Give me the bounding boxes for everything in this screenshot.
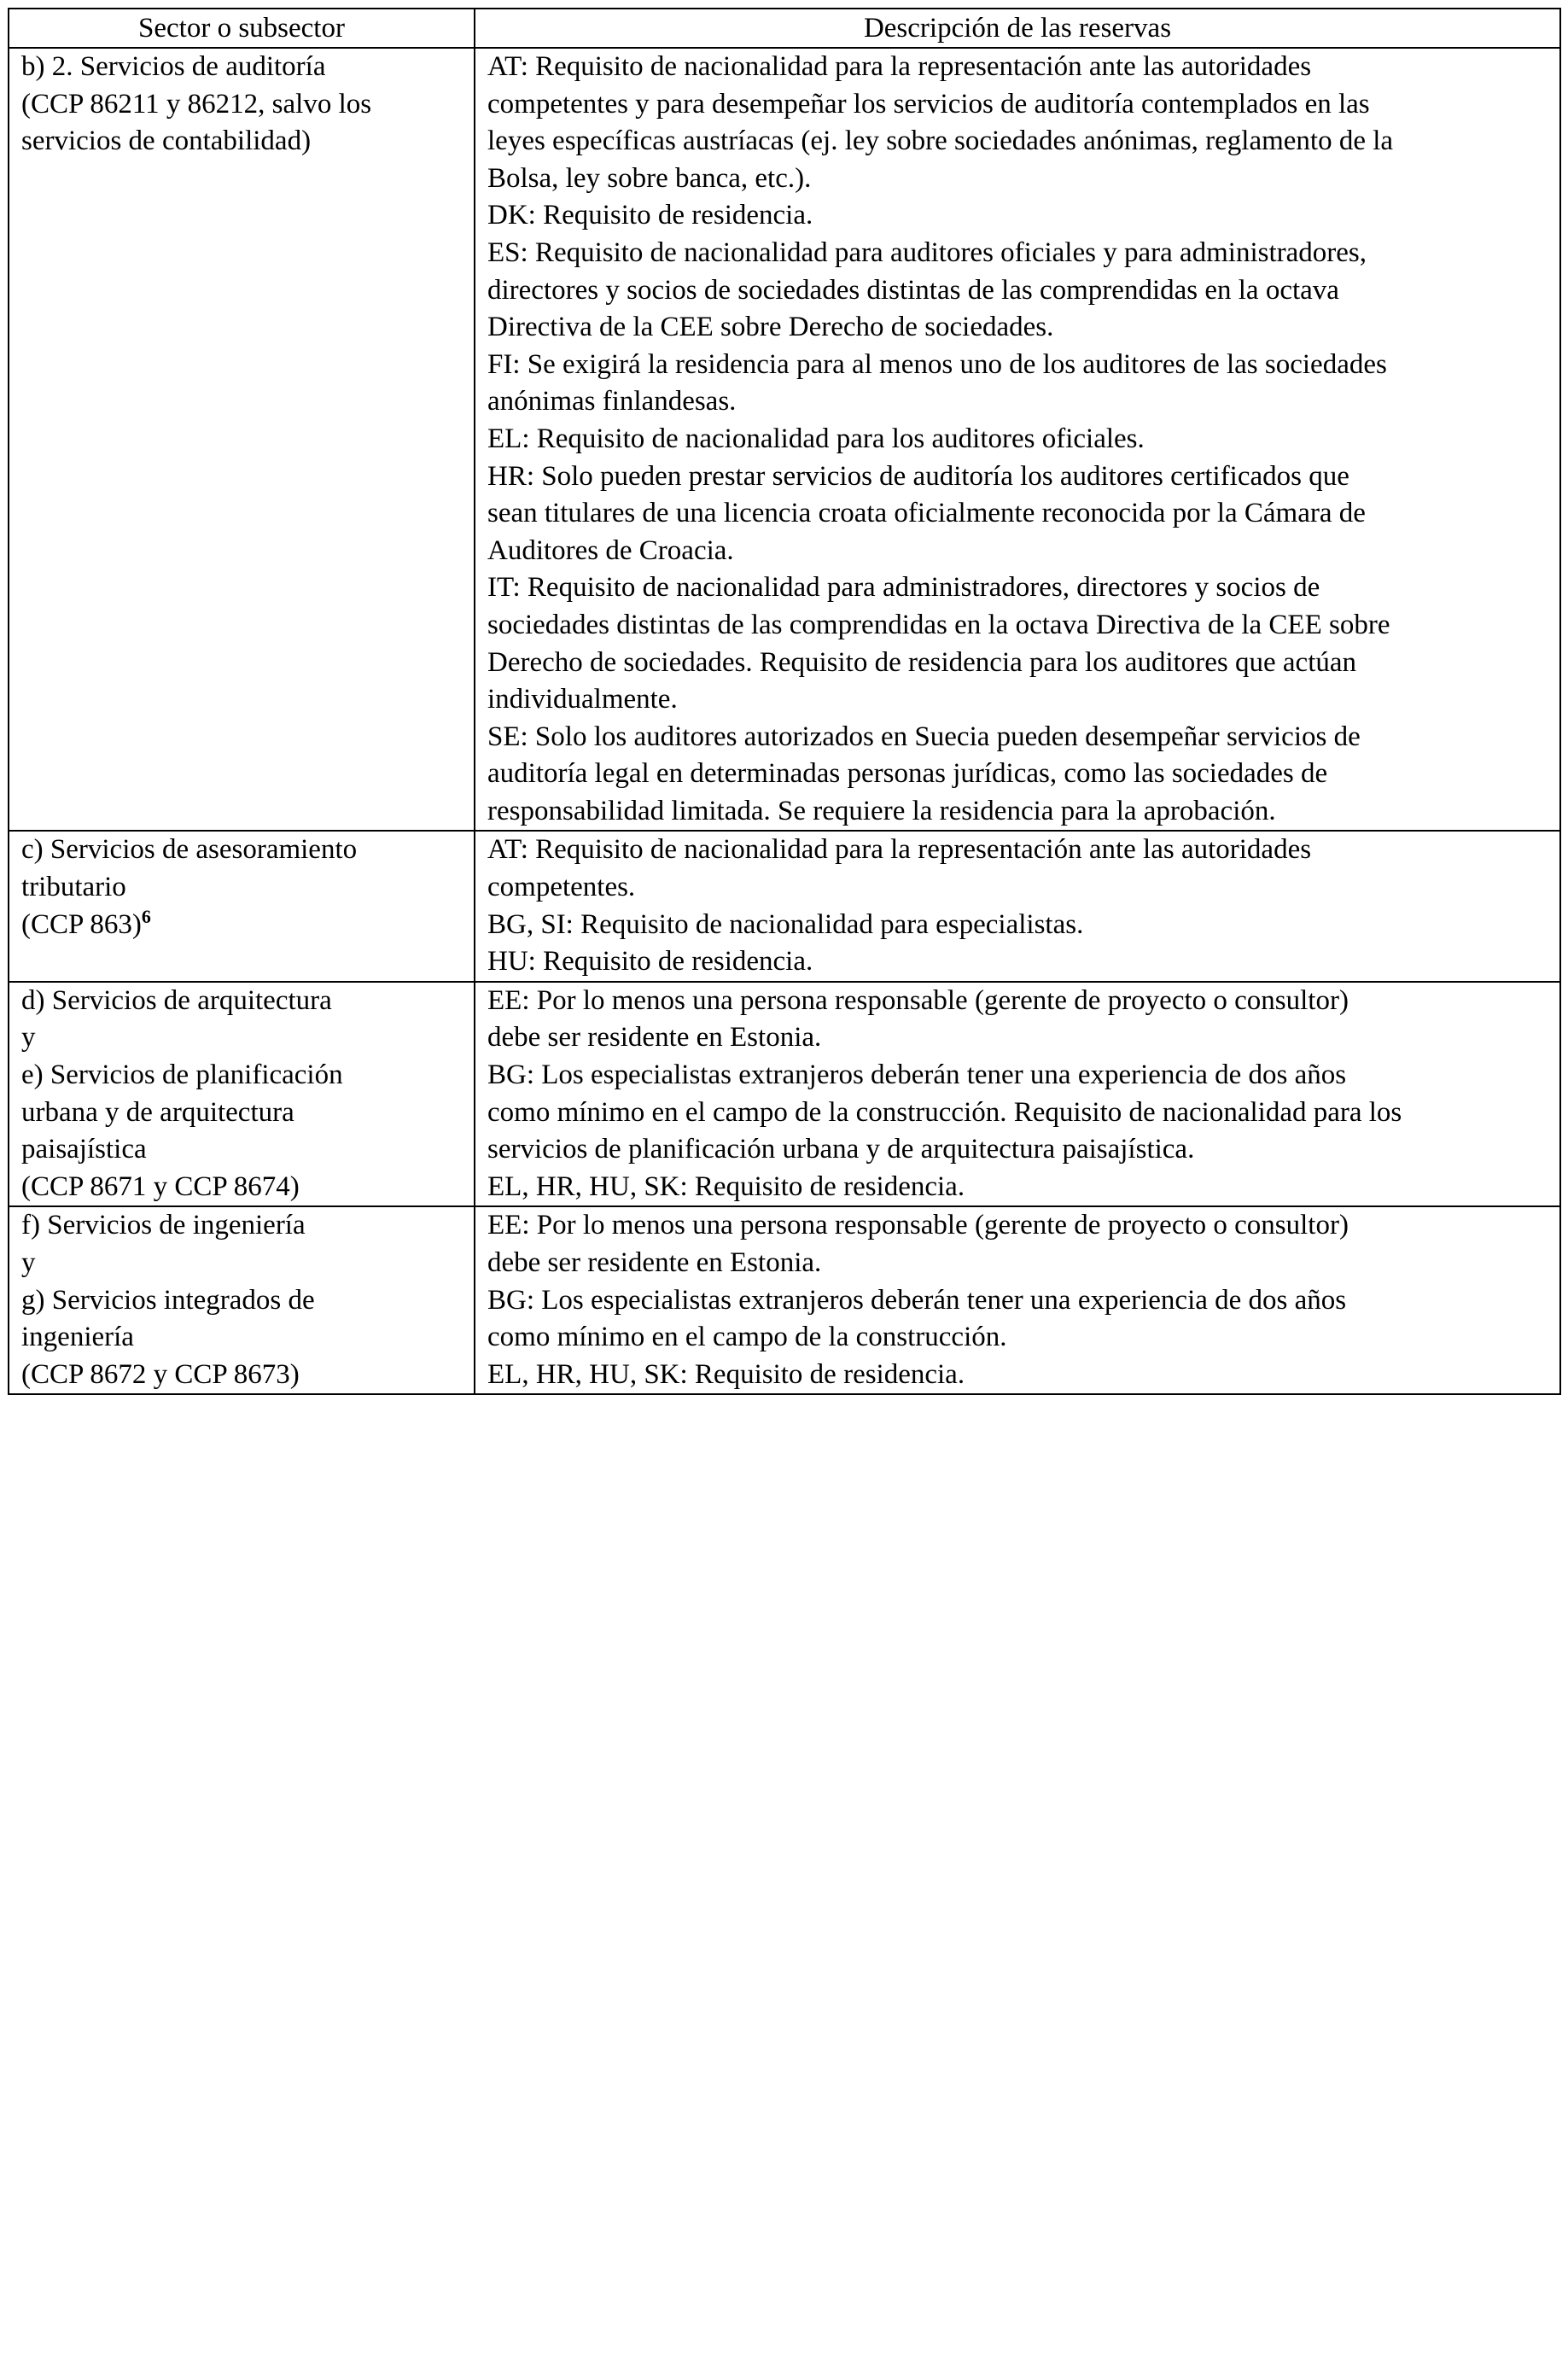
description-line: sociedades distintas de las comprendidas en la octava Directiva de la CEE sobre <box>487 609 1390 640</box>
sector-line: y <box>21 1022 36 1054</box>
description-line: Directiva de la CEE sobre Derecho de sociedades. <box>487 312 1054 343</box>
footnote-marker: 6 <box>141 905 151 927</box>
description-line: ES: Requisito de nacionalidad para auditores oficiales y para administradores, <box>487 236 1367 268</box>
header-description: Descripción de las reservas <box>475 9 1560 48</box>
sector-line: (CCP 86211 y 86212, salvo los <box>21 88 372 120</box>
description-line: directores y socios de sociedades distintas de las comprendidas en la octava <box>487 274 1339 306</box>
description-cell <box>475 48 1560 831</box>
document-page <box>8 8 1559 1395</box>
sector-line-text: (CCP 863) <box>21 908 142 940</box>
description-line: FI: Se exigirá la residencia para al menos uno de los auditores de las sociedades <box>487 348 1387 380</box>
sector-line: f) Servicios de ingeniería <box>21 1210 306 1241</box>
description-cell <box>475 831 1560 981</box>
table-row <box>9 48 1560 831</box>
table-row <box>9 982 1560 1207</box>
description-line: Bolsa, ley sobre banca, etc.). <box>487 162 812 194</box>
description-line: EE: Por lo menos una persona responsable (gerente de proyecto o consultor) <box>487 1210 1349 1241</box>
sector-cell <box>9 1206 475 1394</box>
description-line: debe ser residente en Estonia. <box>487 1247 822 1278</box>
description-line: AT: Requisito de nacionalidad para la representación ante las autoridades <box>487 834 1312 866</box>
description-line: como mínimo en el campo de la construcción. <box>487 1322 1007 1353</box>
description-line: competentes y para desempeñar los servicios de auditoría contemplados en las <box>487 88 1370 120</box>
description-line: EE: Por lo menos una persona responsable (gerente de proyecto o consultor) <box>487 984 1349 1016</box>
header-sector: Sector o subsector <box>9 9 475 48</box>
description-line: Derecho de sociedades. Requisito de residencia para los auditores que actúan <box>487 646 1357 678</box>
description-line: SE: Solo los auditores autorizados en Suecia pueden desempeñar servicios de <box>487 721 1361 752</box>
description-line: DK: Requisito de residencia. <box>487 200 813 231</box>
table-header <box>9 9 1560 48</box>
table-row <box>9 831 1560 981</box>
sector-line: e) Servicios de planificación <box>21 1059 343 1091</box>
description-line: EL, HR, HU, SK: Requisito de residencia. <box>487 1358 965 1390</box>
sector-line: urbana y de arquitectura <box>21 1096 294 1128</box>
description-line: EL: Requisito de nacionalidad para los auditores oficiales. <box>487 423 1145 454</box>
reservations-table <box>8 8 1561 1395</box>
description-line: IT: Requisito de nacionalidad para administradores, directores y socios de <box>487 572 1320 604</box>
sector-line: c) Servicios de asesoramiento <box>21 834 358 866</box>
sector-cell <box>9 982 475 1207</box>
description-line: auditoría legal en determinadas personas jurídicas, como las sociedades de <box>487 758 1328 790</box>
description-line: AT: Requisito de nacionalidad para la representación ante las autoridades <box>487 51 1312 82</box>
table-body <box>9 48 1560 1394</box>
description-line: BG: Los especialistas extranjeros deberán tener una experiencia de dos años <box>487 1059 1347 1091</box>
sector-line: paisajística <box>21 1134 147 1165</box>
sector-line: servicios de contabilidad) <box>21 126 312 157</box>
sector-line: ingeniería <box>21 1322 134 1353</box>
header-row <box>9 9 1560 48</box>
sector-line <box>21 907 465 944</box>
description-line: sean titulares de una licencia croata oficialmente reconocida por la Cámara de <box>487 498 1366 529</box>
description-line: EL, HR, HU, SK: Requisito de residencia. <box>487 1170 965 1202</box>
description-line: como mínimo en el campo de la construcción. Requisito de nacionalidad para los <box>487 1096 1402 1128</box>
description-line: leyes específicas austríacas (ej. ley sobre sociedades anónimas, reglamento de la <box>487 126 1394 157</box>
sector-line: g) Servicios integrados de <box>21 1284 315 1316</box>
sector-line: (CCP 8672 y CCP 8673) <box>21 1358 300 1390</box>
description-line: HU: Requisito de residencia. <box>487 946 813 978</box>
sector-cell <box>9 48 475 831</box>
sector-line: b) 2. Servicios de auditoría <box>21 51 326 82</box>
description-cell <box>475 982 1560 1207</box>
sector-cell <box>9 831 475 981</box>
description-line: BG: Los especialistas extranjeros deberán tener una experiencia de dos años <box>487 1284 1347 1316</box>
description-line: anónimas finlandesas. <box>487 386 737 417</box>
description-line: individualmente. <box>487 684 678 715</box>
description-line: competentes. <box>487 872 636 903</box>
description-line: servicios de planificación urbana y de arquitectura paisajística. <box>487 1134 1195 1165</box>
sector-line: (CCP 8671 y CCP 8674) <box>21 1170 300 1202</box>
description-line: HR: Solo pueden prestar servicios de auditoría los auditores certificados que <box>487 460 1349 492</box>
sector-line: y <box>21 1247 36 1278</box>
sector-line: tributario <box>21 872 126 903</box>
description-cell <box>475 1206 1560 1394</box>
description-line: Auditores de Croacia. <box>487 534 734 566</box>
sector-line: d) Servicios de arquitectura <box>21 984 332 1016</box>
table-row <box>9 1206 1560 1394</box>
description-line: debe ser residente en Estonia. <box>487 1022 822 1054</box>
description-line: responsabilidad limitada. Se requiere la residencia para la aprobación. <box>487 795 1276 826</box>
description-line: BG, SI: Requisito de nacionalidad para especialistas. <box>487 908 1084 940</box>
